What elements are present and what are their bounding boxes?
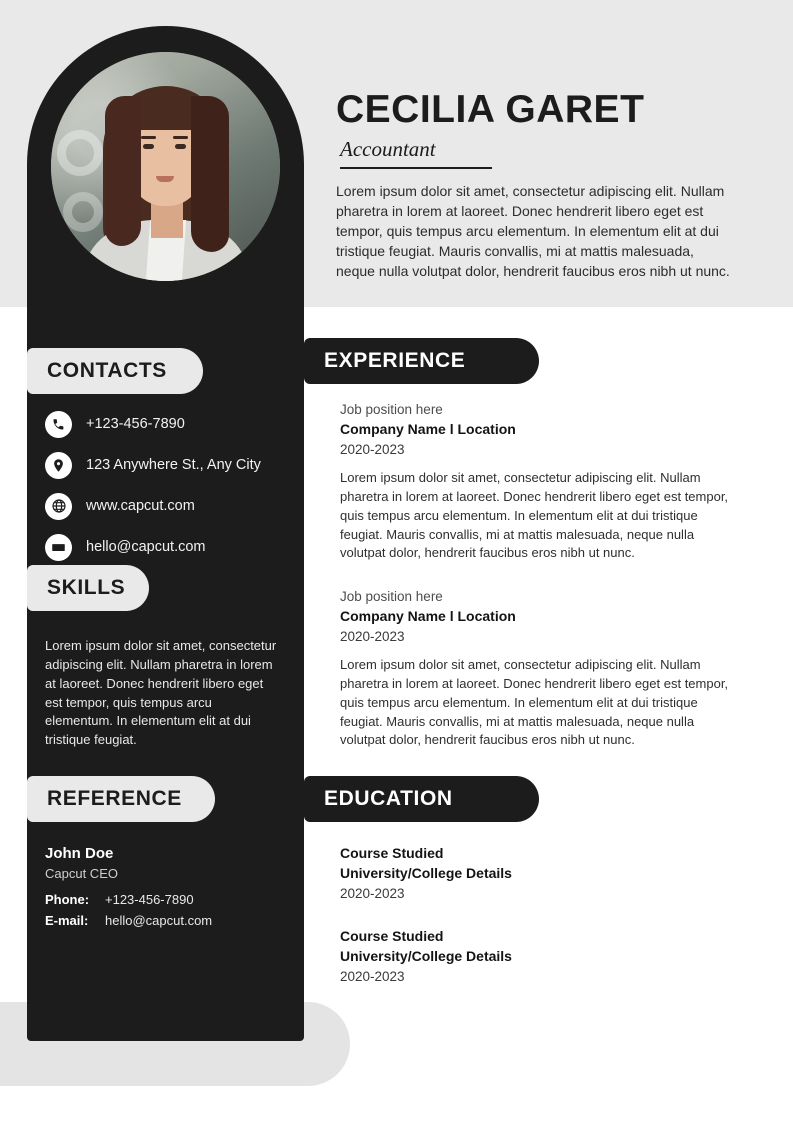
education-heading-label: EDUCATION	[324, 787, 453, 810]
contacts-heading-label: CONTACTS	[47, 359, 167, 382]
reference-email-row	[45, 913, 285, 928]
education-entry	[340, 845, 670, 901]
experience-description: Lorem ipsum dolor sit amet, consectetur adipiscing elit. Nullam pharetra in lorem at laoreet. Donec hendrerit libero eget est tempor, quis tempus arcu elementum. In elementum elit at dui tristique feugiat. Mauris convallis, mi at mattis malesuada, neque nulla volutpat dolor, hendrerit faucibus eros nibh ut nunc.	[340, 657, 729, 748]
reference-name: John Doe	[45, 845, 114, 862]
experience-description: Lorem ipsum dolor sit amet, consectetur adipiscing elit. Nullam pharetra in lorem at laoreet. Donec hendrerit libero eget est tempor, quis tempus arcu elementum. In elementum elit at dui tristique feugiat. Mauris convallis, mi at mattis malesuada, neque nulla volutpat dolor, hendrerit faucibus eros nibh ut nunc.	[340, 470, 729, 561]
experience-date: 2020-2023	[340, 629, 405, 644]
skills-heading-label: SKILLS	[47, 576, 126, 599]
section-heading-experience	[304, 338, 539, 384]
contact-item-phone[interactable]	[45, 408, 295, 440]
education-course: Course Studied	[340, 928, 444, 944]
reference-email-label: E-mail:	[45, 913, 89, 928]
experience-heading-label: EXPERIENCE	[324, 349, 466, 372]
education-date: 2020-2023	[340, 886, 405, 901]
globe-icon	[45, 493, 72, 520]
experience-entry	[340, 402, 732, 563]
envelope-icon	[45, 534, 72, 561]
section-heading-skills	[27, 565, 149, 611]
reference-role: Capcut CEO	[45, 866, 118, 881]
avatar	[51, 52, 280, 281]
portrait-hair-left	[105, 96, 141, 246]
experience-position: Job position here	[340, 402, 443, 417]
education-date: 2020-2023	[340, 969, 405, 984]
location-pin-icon	[45, 452, 72, 479]
contact-phone-value: +123-456-7890	[86, 416, 185, 432]
portrait-eye-left	[143, 144, 154, 149]
reference-email-value: hello@capcut.com	[105, 913, 213, 928]
section-heading-reference	[27, 776, 215, 822]
education-school: University/College Details	[340, 865, 512, 881]
contacts-list	[45, 408, 295, 572]
contact-item-website[interactable]	[45, 490, 295, 522]
contact-address-value: 123 Anywhere St., Any City	[86, 457, 261, 473]
education-school: University/College Details	[340, 948, 512, 964]
experience-date: 2020-2023	[340, 442, 405, 457]
phone-icon	[45, 411, 72, 438]
portrait-hair-right	[191, 96, 229, 252]
contact-item-email[interactable]	[45, 531, 295, 563]
experience-entry	[340, 589, 732, 750]
contact-website-value: www.capcut.com	[86, 498, 195, 514]
portrait-brow-left	[141, 136, 156, 139]
reference-phone-row	[45, 892, 285, 907]
education-entry	[340, 928, 670, 984]
reference-heading-label: REFERENCE	[47, 787, 182, 810]
experience-position: Job position here	[340, 589, 443, 604]
section-heading-contacts	[27, 348, 203, 394]
section-heading-education	[304, 776, 539, 822]
skills-description: Lorem ipsum dolor sit amet, consectetur adipiscing elit. Nullam pharetra in lorem at laoreet. Donec hendrerit libero eget est tempor, quis tempus arcu elementum. In elementum elit at dui tristique feugiat.	[45, 638, 277, 748]
page-title: CECILIA GARET	[336, 88, 645, 131]
contact-email-value: hello@capcut.com	[86, 539, 206, 555]
profile-summary: Lorem ipsum dolor sit amet, consectetur adipiscing elit. Nullam pharetra in lorem at laoreet. Donec hendrerit libero eget est tempor, quis tempus arcu elementum. In elementum elit at dui tristique feugiat. Mauris convallis, mi at mattis malesuada, neque nulla volutpat dolor, hendrerit faucibus eros nibh ut nunc.	[336, 183, 730, 279]
reference-phone-value: +123-456-7890	[105, 892, 194, 907]
experience-company: Company Name l Location	[340, 608, 516, 624]
experience-company: Company Name l Location	[340, 421, 516, 437]
education-course: Course Studied	[340, 845, 444, 861]
job-title: Accountant	[340, 137, 492, 169]
reference-block	[45, 845, 285, 934]
portrait-eye-right	[175, 144, 186, 149]
avatar-portrait	[51, 52, 280, 281]
reference-phone-label: Phone:	[45, 892, 90, 907]
portrait-brow-right	[173, 136, 188, 139]
contact-item-address[interactable]	[45, 449, 295, 481]
